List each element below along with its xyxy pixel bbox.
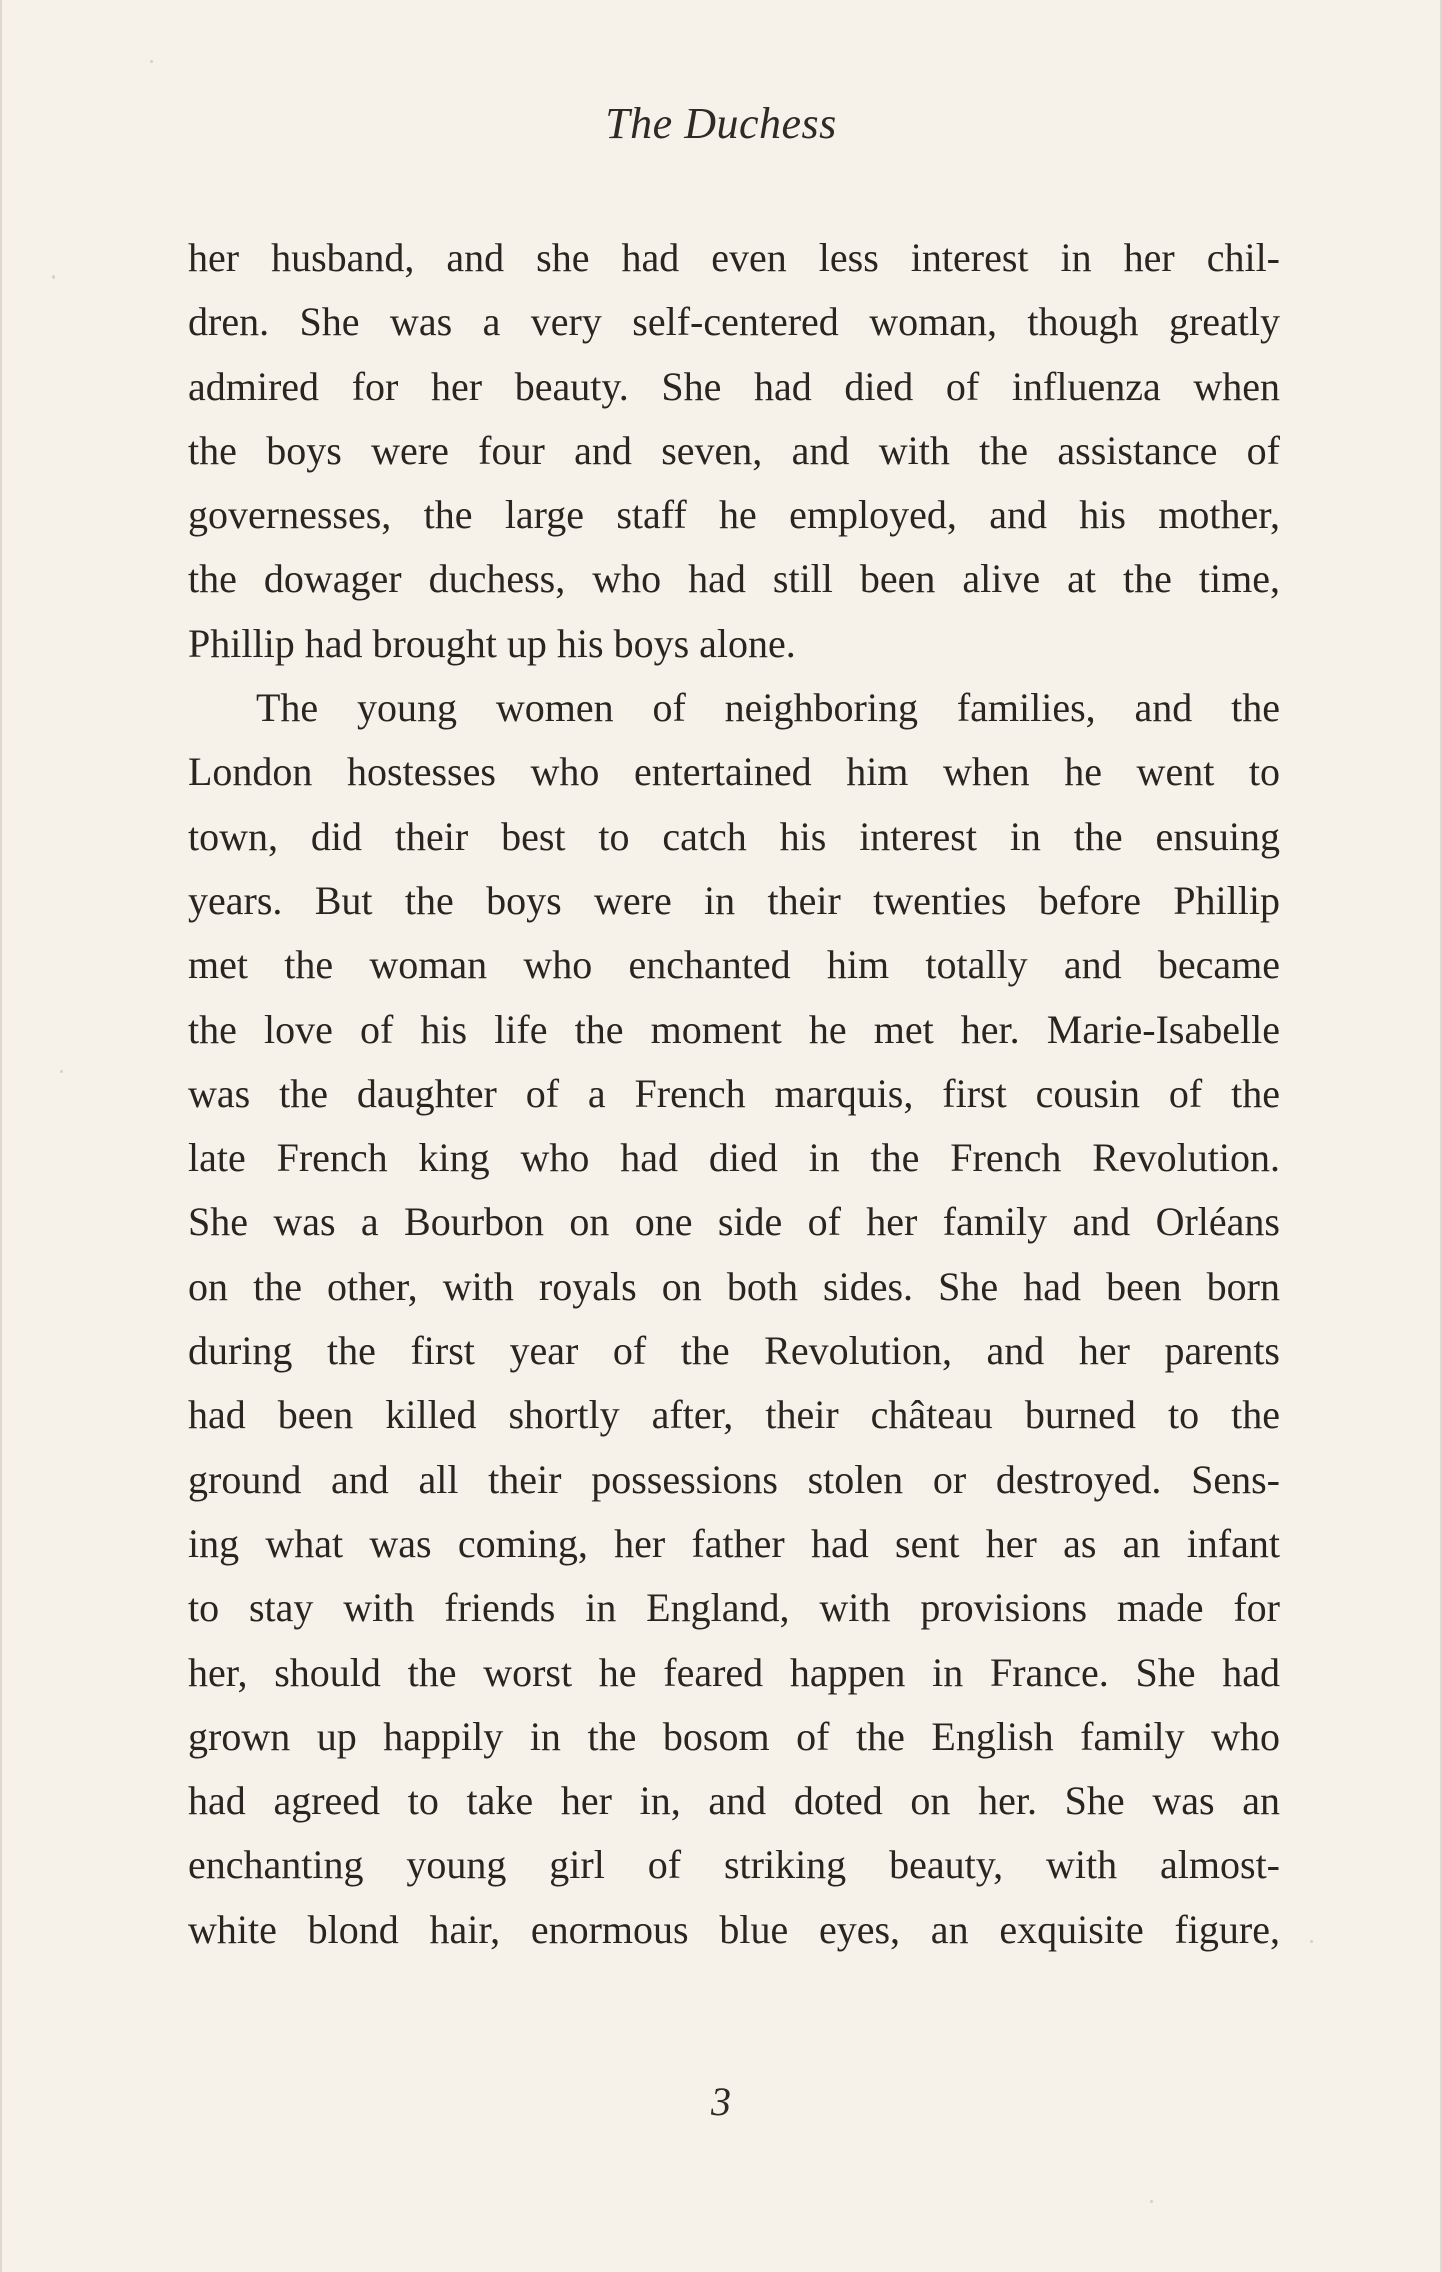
text-line: She was a Bourbon on one side of her family and Orléans (188, 1199, 1280, 1245)
text-line: The young women of neighboring families, and the (256, 685, 1280, 731)
text-line: ground and all their possessions stolen or destroyed. Sens- (188, 1456, 1280, 1502)
scan-edge-left (0, 0, 2, 2272)
text-line: town, did their best to catch his interest in the ensuing (188, 813, 1280, 859)
paper-fleck (1310, 1940, 1313, 1943)
text-line: London hostesses who entertained him when he went to (188, 749, 1280, 795)
text-line: her, should the worst he feared happen in France. She had (188, 1649, 1280, 1695)
paragraph-1 (188, 226, 1280, 676)
text-line: ing what was coming, her father had sent her as an infant (188, 1520, 1280, 1566)
text-line: the dowager duchess, who had still been alive at the time, (188, 556, 1280, 602)
text-line: to stay with friends in England, with provisions made for (188, 1585, 1280, 1631)
page-number: 3 (711, 2079, 731, 2124)
paragraph-2 (188, 676, 1280, 1962)
text-line: admired for her beauty. She had died of influenza when (188, 363, 1280, 409)
text-line: dren. She was a very self-centered woman, though greatly (188, 299, 1280, 345)
text-line: met the woman who enchanted him totally and became (188, 942, 1280, 988)
paper-fleck (150, 60, 153, 63)
text-line: Phillip had brought up his boys alone. (188, 620, 796, 666)
text-line: the boys were four and seven, and with the assistance of (188, 427, 1280, 473)
text-line: grown up happily in the bosom of the English family who (188, 1713, 1280, 1759)
text-line: late French king who had died in the French Revolution. (188, 1135, 1280, 1181)
body-text (188, 226, 1280, 1962)
paper-fleck (60, 1070, 63, 1073)
text-line: during the first year of the Revolution, and her parents (188, 1328, 1280, 1374)
text-line: enchanting young girl of striking beauty, with almost- (188, 1842, 1280, 1888)
paper-fleck (1150, 2200, 1153, 2203)
text-line: on the other, with royals on both sides. She had been born (188, 1263, 1280, 1309)
text-line: had been killed shortly after, their château burned to the (188, 1392, 1280, 1438)
text-line: governesses, the large staff he employed, and his mother, (188, 492, 1280, 538)
text-line: her husband, and she had even less interest in her chil- (188, 235, 1280, 280)
text-line: white blond hair, enormous blue eyes, an exquisite figure, (188, 1906, 1280, 1952)
text-line: was the daughter of a French marquis, first cousin of the (188, 1070, 1280, 1116)
text-line: years. But the boys were in their twenties before Phillip (188, 877, 1280, 923)
running-head: The Duchess (605, 99, 837, 148)
paper-fleck (52, 275, 55, 279)
text-line: had agreed to take her in, and doted on her. She was an (188, 1778, 1280, 1824)
text-line: the love of his life the moment he met her. Marie-Isabelle (188, 1006, 1280, 1052)
